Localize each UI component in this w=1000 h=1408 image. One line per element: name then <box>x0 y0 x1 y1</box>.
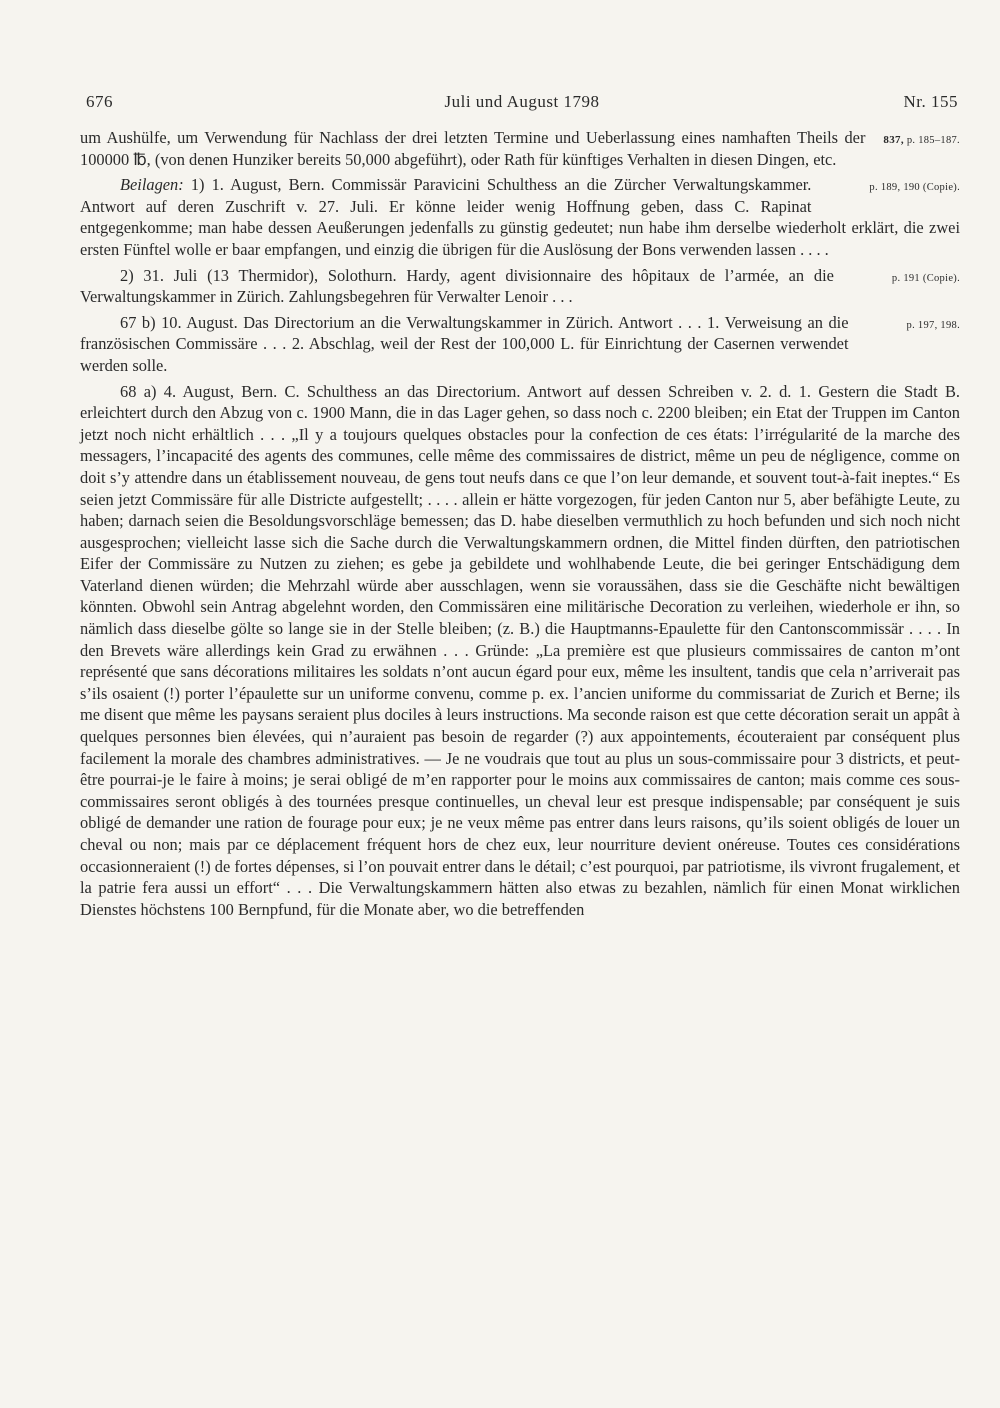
entry-text: 68 a) 4. August, Bern. C. Schulthess an das Directorium. Antwort auf dessen Schreiben v. 2. d. 1. Gestern die Stadt B. erleichtert durch den Abzug von c. 1900 Mann, die in das Lager gehen, so dass noch c. 2200 bleiben; ein Etat der Truppen im Canton jetzt noch nicht erhältlich . . . „Il y a toujours quelques obstacles pour la confection de ces états: l’irrégularité de la marche des messagers, l’incapacité des agents des communes, celle même des commissaires de district, même un peu de négligence, comme on doit s’y attendre dans un établissement nouveau, de gens tout neufs dans ce que l’on leur demande, et souvent tout-à-fait ineptes.“ Es seien jetzt Commissäre für alle Districte aufgestellt; . . . . allein er hätte vorgezogen, für jeden Canton nur 5, aber befähigte Leute, zu haben; darnach seien die Besoldungsvorschläge bemessen; das D. habe dieselben vermuthlich zu hoch befunden und sich noch nicht ausgesprochen; vielleicht lasse sich die Sache durch die Verwaltungskammern ordnen, die Mittel finden dürften, den patriotischen Eifer der Commissäre zu Nutzen zu ziehen; es gebe ja gebildete und wohlhabende Leute, die bei geringer Entschädigung dem Vaterland dienen würden; die Mehrzahl würde aber ausschlagen, wenn sie voraussähen, dass sie die Geschäfte nicht bewältigen könnten. Obwohl sein Antrag abgelehnt worden, den Commissären eine militärische Decoration zu verleihen, wiederhole er ihn, so nämlich dass dieselbe gölte so lange sie in der Stelle bleiben; (z. B.) die Hauptmanns-Epaulette für den Cantonscommissär . . . . In den Brevets wäre allerdings kein Grad zu erwähnen . . . Gründe: „La première est que plusieurs commissaires de canton m’ont représenté que sans décorations militaires les soldats n’ont aucun égard pour eux, même les insultent, tandis que cela n’arriverait pas s’ils osaient (!) porter l’épaulette sur un uniforme convenu, comme p. ex. l’ancien uniforme du commissariat de Zurich et Berne; ils me disent que même les paysans seraient plus dociles à leurs instructions. Ma seconde raison est que cette décoration serait un appât à quelques personnes bien élevées, qui n’auraient pas besoin de regarder (?) aux appointements, écouteraient par conséquent plus facilement la morale des chambres administratives. — Je ne voudrais que tout au plus un sous-commissaire pour 3 districts, et peut-être pourrai-je le faire à moins; je serai obligé de m’en rapporter pour le moins aux commissaires de canton; mais comme ces sous-commissaires seront obligés à des tournées presque continuelles, un cheval leur est presque indispensable; par conséquent je suis obligé de demander une ration de fourage pour eux; je ne veux même pas entrer dans leurs raisons, qu’ils soient obligés de louer un cheval ou non; mais par ce déplacement fréquent hors de chez eux, leur nourriture devient onéreuse. Toutes ces considérations occasionneraient (!) de fortes dépenses, si l’on pouvait entrer dans le détail; c’est pourquoi, par patriotisme, ils vivront frugalement, et la patrie fera aussi un effort“ . . . Die Verwaltungskammern hätten also etwas zu bezahlen, nämlich für einen Monat wirklichen Dienstes höchstens 100 Bernpfund, für die Monate aber, wo die betreffenden <box>80 381 960 919</box>
entry-paragraph <box>80 174 960 260</box>
entry-text: 1) 1. August, Bern. Commissär Paravicini Schulthess an die Zürcher Verwaltungskammer. Antwort auf deren Zuschrift v. 27. Juli. Er könne leider wenig Hoffnung geben, dass C. Rapinat entgegenkomme; man habe dessen Aeußerungen jedenfalls zu günstig gedeutet; nun habe ihm derselbe wiederholt erklärt, die zwei ersten Fünftel wolle er baar empfangen, und einzig die übrigen für die Auslösung der Bons verwenden lassen . . . . <box>80 175 960 259</box>
entry-text: 67 b) 10. August. Das Directorium an die Verwaltungskammer in Zürich. Antwort . . . 1. Verweisung an die französischen Commissäre . . . 2. Abschlag, weil der Rest der 100,000 L. für Einrichtung der Casernen verwendet werden solle. <box>80 312 849 375</box>
entry-paragraph <box>80 312 960 377</box>
entry-paragraph <box>80 381 960 921</box>
running-header <box>86 92 958 120</box>
page-body <box>80 127 960 920</box>
entry-text: 2) 31. Juli (13 Thermidor), Solothurn. Hardy, agent divisionnaire des hôpitaux de l’armée, an die Verwaltungskammer in Zürich. Zahlungsbegehren für Verwalter Lenoir . . . <box>80 265 834 307</box>
entry-paragraph <box>80 127 960 170</box>
page-reference: p. 197, 198. <box>906 319 960 331</box>
entry-text: um Aushülfe, um Verwendung für Nachlass der drei letzten Termine und Ueberlassung eines namhaften Theils der 100000 ℔, (von denen Hunziker bereits 50,000 abgeführt), oder Rath für künftiges Verhalten in diesen Dingen, etc. <box>80 128 866 169</box>
header-title: Juli und August 1798 <box>444 92 600 111</box>
page-reference: p. 191 (Copie). <box>891 272 960 284</box>
page-reference: 837, p. 185–187. <box>883 134 960 146</box>
entry-paragraph <box>80 265 960 308</box>
document-number: Nr. 155 <box>903 92 958 111</box>
page-number: 676 <box>86 92 113 111</box>
reference-number: 837, <box>883 134 904 146</box>
page-reference: p. 189, 190 (Copie). <box>869 182 960 194</box>
section-label: Beilagen: <box>120 175 184 195</box>
